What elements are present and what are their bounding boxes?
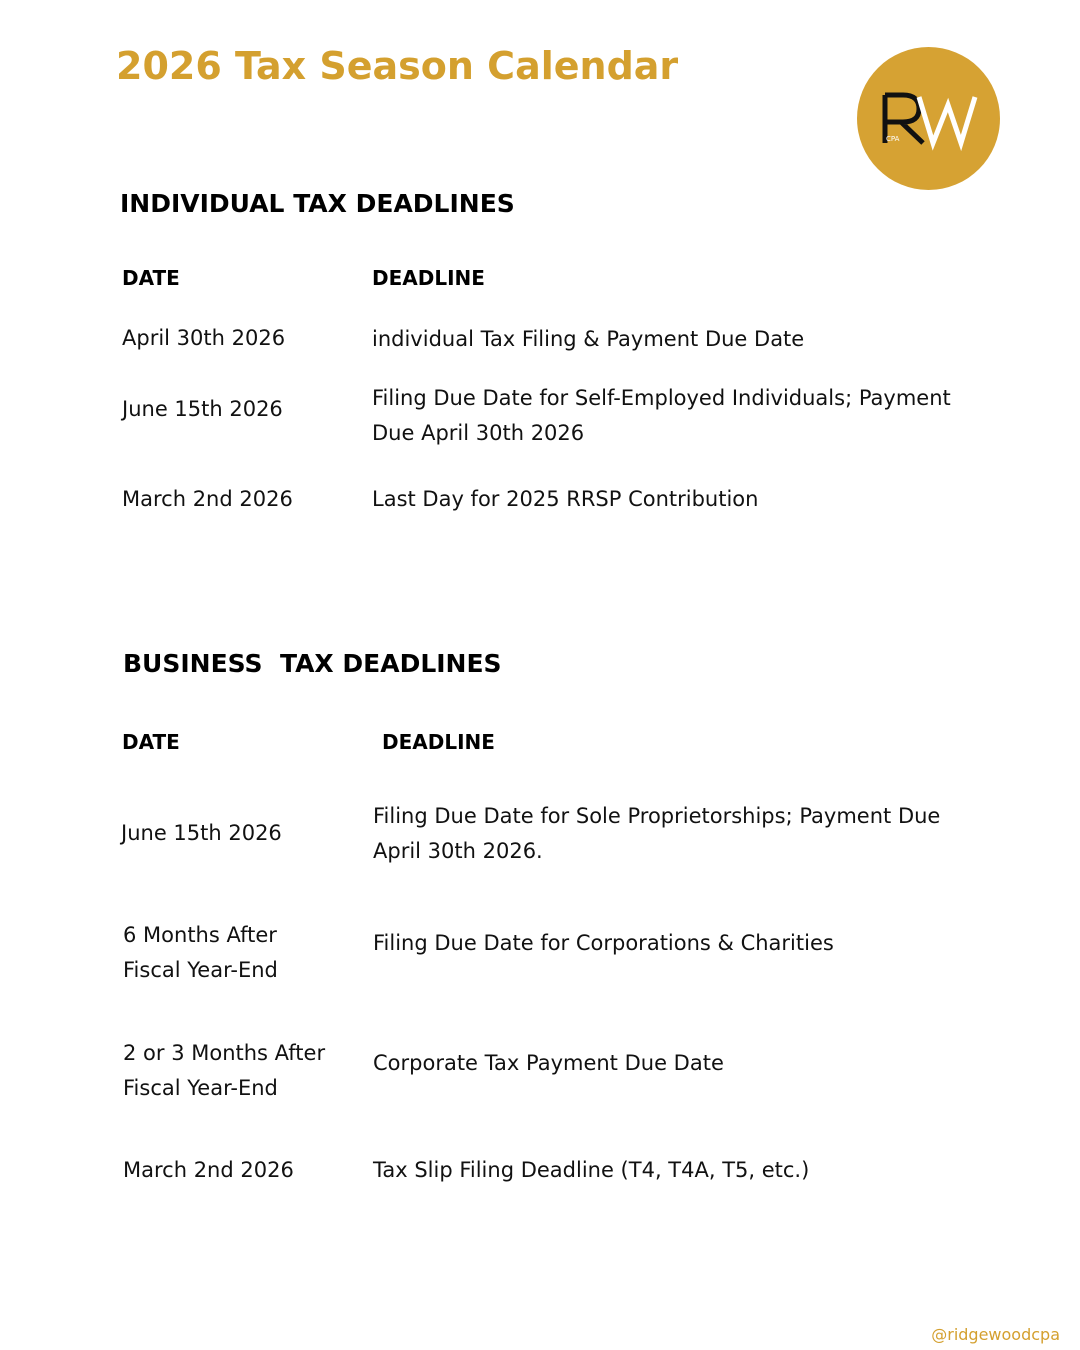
business-deadline-header: DEADLINE (382, 730, 495, 754)
date-cell: 6 Months After Fiscal Year-End (123, 923, 278, 982)
logo (857, 47, 1000, 190)
date-cell: March 2nd 2026 (123, 1158, 294, 1182)
deadline-cell: Filing Due Date for Self-Employed Individuals; Payment Due April 30th 2026 (372, 386, 951, 445)
social-handle: @ridgewoodcpa (931, 1325, 1060, 1344)
individual-date-header: DATE (122, 266, 180, 290)
deadline-cell: Corporate Tax Payment Due Date (373, 1051, 724, 1075)
deadline-cell: Filing Due Date for Corporations & Charities (373, 931, 834, 955)
business-section-title: BUSINESS TAX DEADLINES (123, 649, 502, 678)
individual-deadline-header: DEADLINE (372, 266, 485, 290)
date-cell: April 30th 2026 (122, 326, 286, 350)
rw-logo-mark (857, 47, 1000, 190)
date-cell: 2 or 3 Months After Fiscal Year-End (123, 1041, 326, 1100)
logo-subtext: CPA (886, 135, 900, 143)
date-cell: June 15th 2026 (122, 397, 283, 421)
deadline-cell: Last Day for 2025 RRSP Contribution (372, 487, 759, 511)
deadline-cell: Tax Slip Filing Deadline (T4, T4A, T5, etc.) (373, 1158, 810, 1182)
page-title: 2026 Tax Season Calendar (116, 44, 679, 88)
business-date-header: DATE (122, 730, 180, 754)
date-cell: March 2nd 2026 (122, 487, 293, 511)
deadline-cell: Filing Due Date for Sole Proprietorships; Payment Due April 30th 2026. (373, 804, 941, 863)
deadline-cell: individual Tax Filing & Payment Due Date (372, 327, 805, 351)
date-cell: June 15th 2026 (121, 821, 282, 845)
individual-section-title: INDIVIDUAL TAX DEADLINES (120, 189, 515, 218)
